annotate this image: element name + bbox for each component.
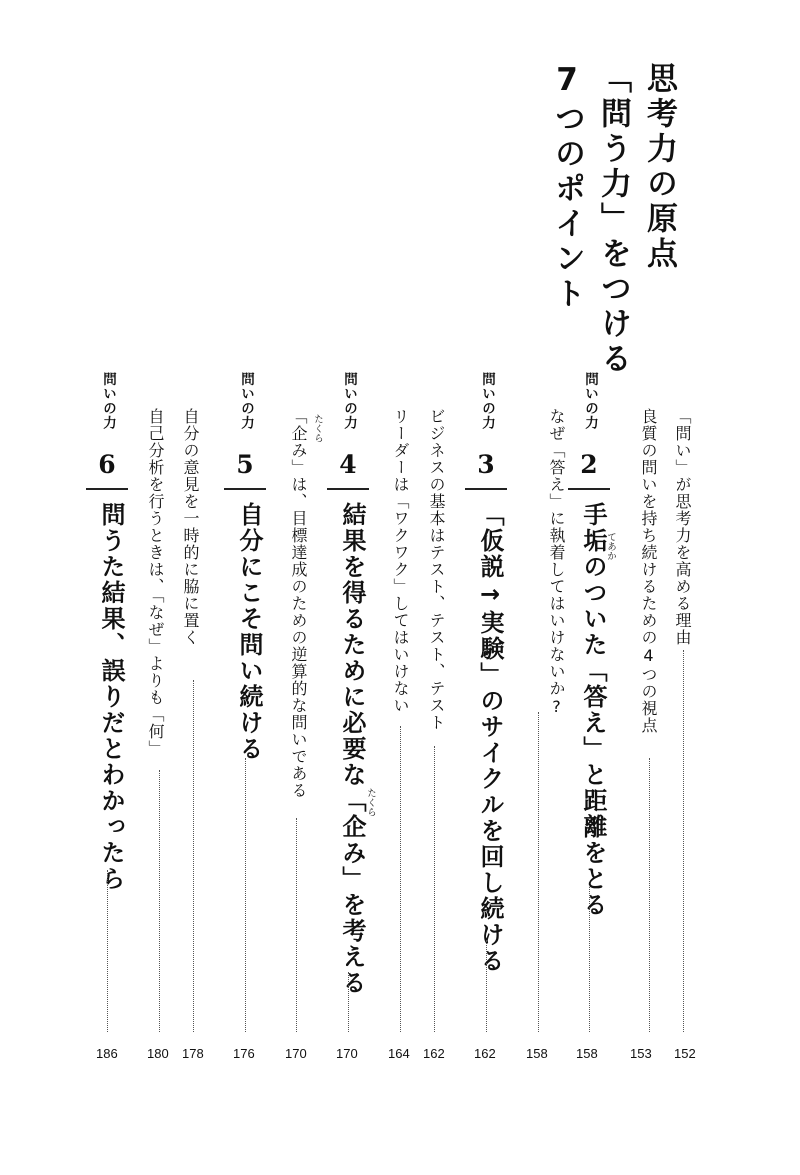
section-heading[interactable]: 手垢のついた「答え」と距離をとる: [579, 502, 607, 918]
title-line-3: 7つのポイント: [549, 62, 585, 312]
section-label: 問いの力: [238, 372, 254, 430]
title-line-1: 思考力の原点: [641, 62, 677, 272]
toc-entry-intro-2[interactable]: 良質の問いを持ち続けるための4つの視点: [639, 408, 658, 734]
ruby-annotation: たくら: [365, 788, 376, 817]
toc-entry[interactable]: なぜ「答え」に執着してはいけないか?: [547, 408, 566, 717]
page-number: 164: [388, 1046, 410, 1061]
page-number: 170: [336, 1046, 358, 1061]
section-number: 4: [339, 450, 357, 479]
section-label: 問いの力: [479, 372, 495, 430]
ruby-annotation: てあか: [605, 532, 616, 561]
page-number: 186: [96, 1046, 118, 1061]
leader-dots: [486, 940, 487, 1032]
section-number: 5: [236, 450, 254, 479]
title-line-2: 「問う力」をつける: [595, 62, 631, 377]
leader-dots: [159, 770, 160, 1032]
leader-dots: [107, 870, 108, 1032]
leader-dots: [538, 712, 539, 1032]
toc-entry[interactable]: 「企み」は、目標達成のための逆算的な問いである: [289, 408, 308, 799]
leader-dots: [400, 726, 401, 1032]
section-heading[interactable]: 結果を得るために必要な「企み」を考える: [338, 502, 366, 996]
leader-dots: [193, 680, 194, 1032]
page-number: 180: [147, 1046, 169, 1061]
leader-dots: [589, 885, 590, 1032]
toc-entry[interactable]: リーダーは「ワクワク」してはいけない: [391, 408, 410, 714]
leader-dots: [348, 972, 349, 1032]
toc-entry[interactable]: 自分の意見を一時的に脇に置く: [181, 408, 200, 646]
section-divider: [327, 488, 369, 490]
toc-entry[interactable]: 自己分析を行うときは、「なぜ」よりも「何」: [146, 408, 165, 757]
leader-dots: [434, 746, 435, 1032]
leader-dots: [245, 758, 246, 1032]
page-number: 176: [233, 1046, 255, 1061]
page-number: 158: [576, 1046, 598, 1061]
section-number: 6: [98, 450, 116, 479]
leader-dots: [683, 650, 684, 1032]
section-divider: [86, 488, 128, 490]
page-number: 153: [630, 1046, 652, 1061]
section-number: 3: [477, 450, 495, 479]
section-heading[interactable]: 「仮説→実験」のサイクルを回し続ける: [476, 502, 504, 974]
page-number: 162: [423, 1046, 445, 1061]
ruby-annotation: たくら: [312, 414, 323, 443]
page-number: 162: [474, 1046, 496, 1061]
page-number: 152: [674, 1046, 696, 1061]
section-divider: [568, 488, 610, 490]
page-number: 158: [526, 1046, 548, 1061]
section-heading[interactable]: 自分にこそ問い続ける: [235, 502, 263, 762]
page-number: 170: [285, 1046, 307, 1061]
section-divider: [465, 488, 507, 490]
toc-entry[interactable]: ビジネスの基本はテスト、テスト、テスト: [427, 408, 446, 731]
section-heading[interactable]: 問うた結果、誤りだとわかったら: [97, 502, 125, 892]
section-label: 問いの力: [582, 372, 598, 430]
section-label: 問いの力: [100, 372, 116, 430]
leader-dots: [649, 758, 650, 1032]
section-number: 2: [580, 450, 598, 479]
section-label: 問いの力: [341, 372, 357, 430]
page-number: 178: [182, 1046, 204, 1061]
leader-dots: [296, 818, 297, 1032]
section-divider: [224, 488, 266, 490]
toc-entry-intro-1[interactable]: 「問い」が思考力を高める理由: [673, 408, 692, 646]
